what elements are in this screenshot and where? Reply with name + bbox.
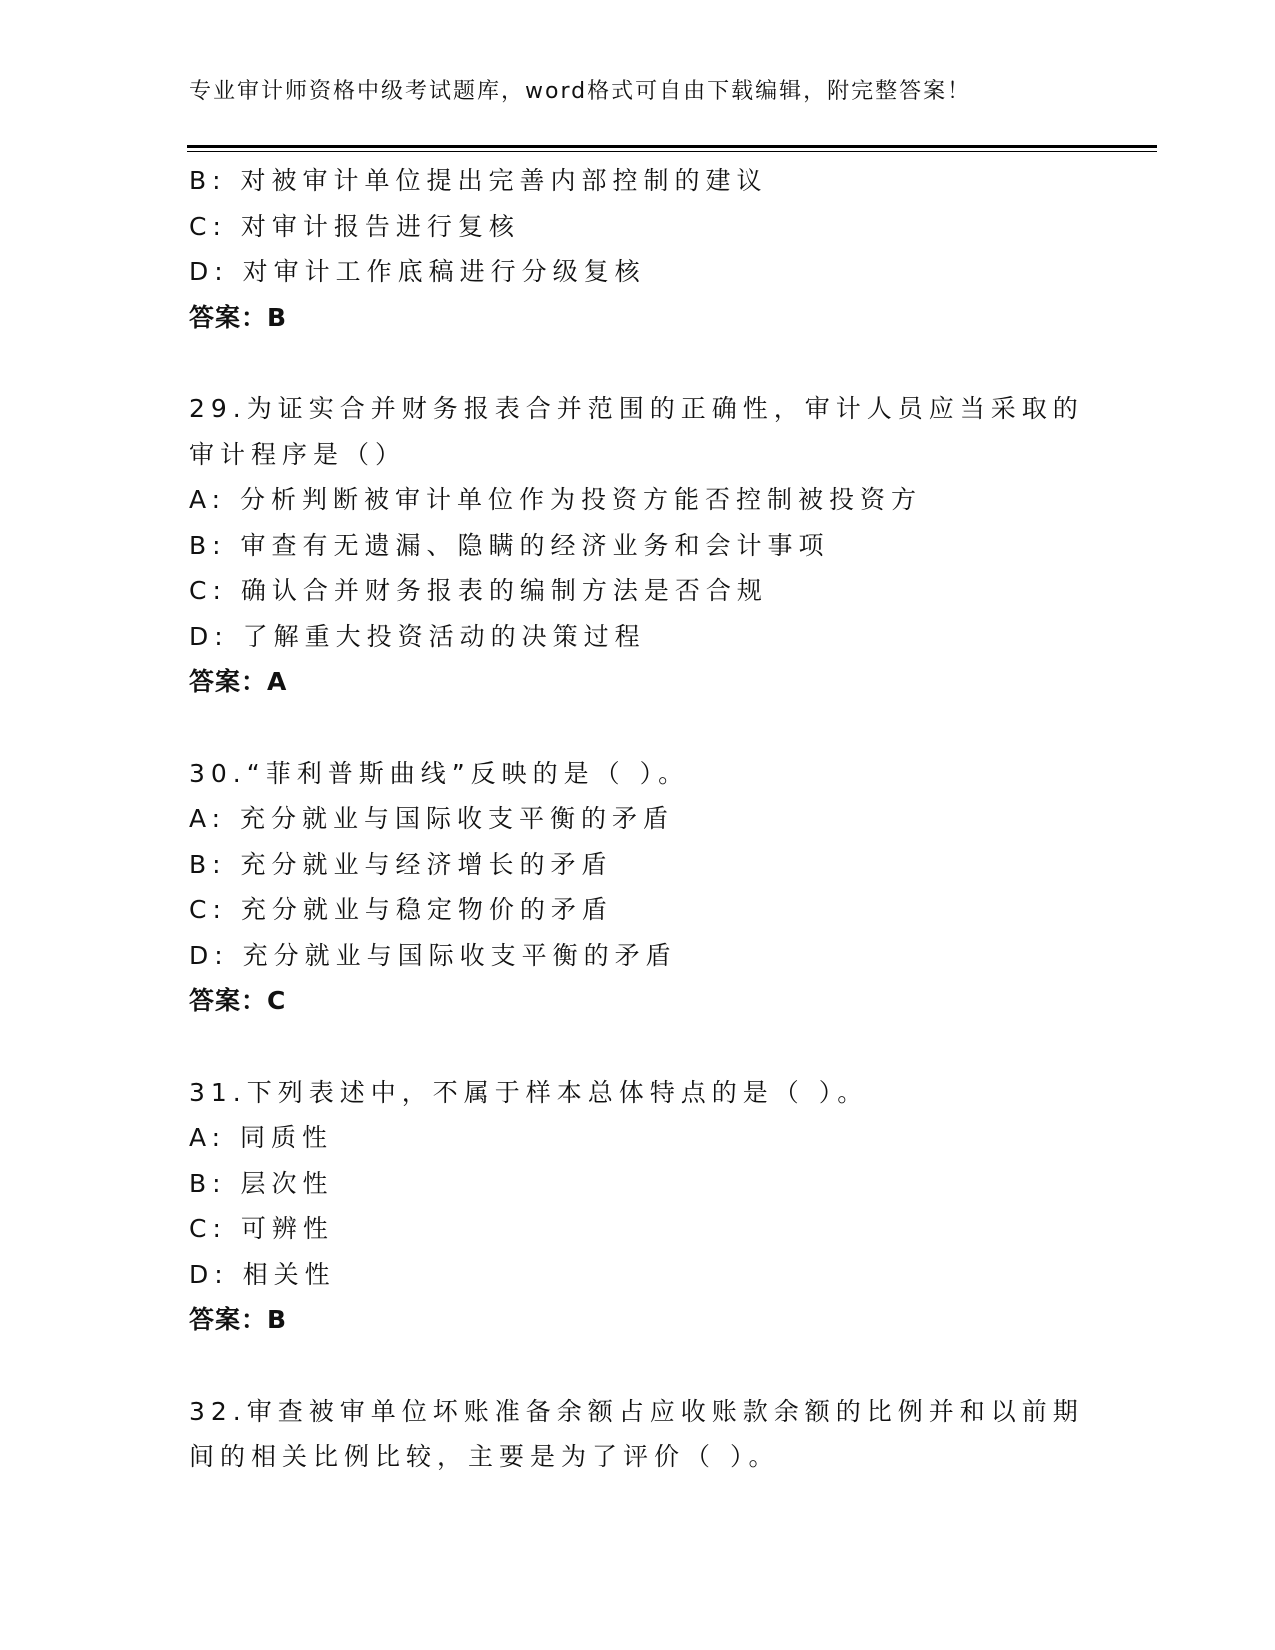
question-title: 29.为证实合并财务报表合并范围的正确性，审计人员应当采取的审计程序是（） bbox=[189, 394, 1084, 469]
option-a: A: 分析判断被审计单位作为投资方能否控制被投资方 bbox=[189, 485, 923, 514]
option-d: D: 相关性 bbox=[189, 1259, 336, 1289]
option-b: B: 层次性 bbox=[189, 1168, 334, 1198]
option-b: B: 充分就业与经济增长的矛盾 bbox=[189, 849, 613, 879]
question-content bbox=[189, 158, 1089, 1480]
answer: 答案：B bbox=[189, 1305, 288, 1334]
question-32 bbox=[189, 1389, 1089, 1480]
question-title: 30.“菲利普斯曲线”反映的是（ ）。 bbox=[189, 758, 690, 788]
option-b: B: 对被审计单位提出完善内部控制的建议 bbox=[189, 166, 768, 195]
question-29 bbox=[189, 386, 1089, 705]
option-c: C: 对审计报告进行复核 bbox=[189, 211, 520, 241]
question-30 bbox=[189, 751, 1089, 1024]
option-d: D: 对审计工作底稿进行分级复核 bbox=[189, 257, 646, 286]
option-c: C: 充分就业与稳定物价的矛盾 bbox=[189, 895, 613, 924]
header-rule-thin bbox=[187, 151, 1157, 152]
option-d: D: 充分就业与国际收支平衡的矛盾 bbox=[189, 940, 677, 970]
option-b: B: 审查有无遗漏、隐瞒的经济业务和会计事项 bbox=[189, 530, 830, 560]
question-title: 32.审查被审单位坏账准备余额占应收账款余额的比例并和以前期间的相关比例比较，主要是为了评价（ ）。 bbox=[189, 1396, 1084, 1471]
option-a: A: 同质性 bbox=[189, 1123, 334, 1152]
question-title: 31.下列表述中，不属于样本总体特点的是（ ）。 bbox=[189, 1077, 869, 1107]
question-continuation bbox=[189, 158, 1089, 340]
answer: 答案：C bbox=[189, 986, 287, 1015]
answer: 答案：B bbox=[189, 302, 288, 332]
option-c: C: 确认合并财务报表的编制方法是否合规 bbox=[189, 576, 768, 605]
question-31 bbox=[189, 1070, 1089, 1343]
option-c: C: 可辨性 bbox=[189, 1214, 334, 1243]
header-rule bbox=[187, 145, 1157, 148]
page-header: 专业审计师资格中级考试题库，word格式可自由下载编辑，附完整答案！ bbox=[189, 79, 972, 104]
option-d: D: 了解重大投资活动的决策过程 bbox=[189, 621, 646, 651]
option-a: A: 充分就业与国际收支平衡的矛盾 bbox=[189, 804, 675, 833]
answer: 答案：A bbox=[189, 667, 288, 696]
